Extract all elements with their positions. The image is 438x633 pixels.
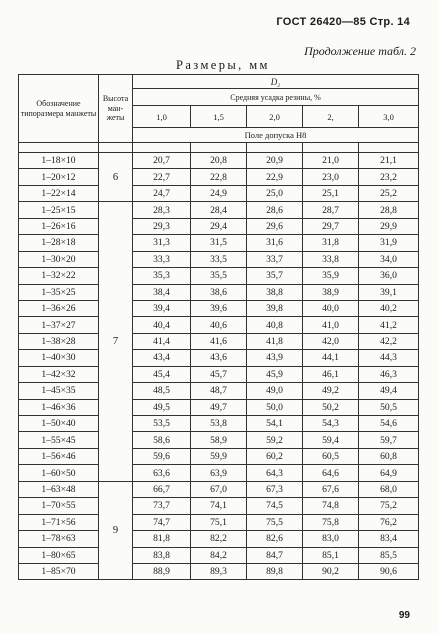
value-cell: 28,6 xyxy=(247,202,303,218)
value-cell: 45,7 xyxy=(191,366,247,382)
value-cell: 60,5 xyxy=(303,448,359,464)
designation-cell: 1–45×35 xyxy=(19,383,99,399)
value-cell: 35,3 xyxy=(133,268,191,284)
value-cell: 54,1 xyxy=(247,416,303,432)
value-cell: 28,8 xyxy=(359,202,419,218)
value-cell: 74,8 xyxy=(303,498,359,514)
value-cell: 33,3 xyxy=(133,251,191,267)
value-cell: 59,2 xyxy=(247,432,303,448)
value-cell: 35,7 xyxy=(247,268,303,284)
value-cell: 29,3 xyxy=(133,218,191,234)
value-cell: 64,3 xyxy=(247,465,303,481)
value-cell: 39,4 xyxy=(133,300,191,316)
designation-cell: 1–38×28 xyxy=(19,333,99,349)
value-cell: 46,3 xyxy=(359,366,419,382)
table-row xyxy=(19,153,419,169)
table-body xyxy=(19,143,419,580)
value-cell: 43,6 xyxy=(191,350,247,366)
value-cell: 75,5 xyxy=(247,514,303,530)
value-cell: 22,8 xyxy=(191,169,247,185)
designation-cell: 1–42×32 xyxy=(19,366,99,382)
table-row xyxy=(19,448,419,464)
value-cell: 67,3 xyxy=(247,481,303,497)
value-cell: 41,6 xyxy=(191,333,247,349)
value-cell: 59,4 xyxy=(303,432,359,448)
value-cell: 64,6 xyxy=(303,465,359,481)
value-cell: 49,0 xyxy=(247,383,303,399)
value-cell: 38,8 xyxy=(247,284,303,300)
table-row xyxy=(19,185,419,201)
header-gap-row xyxy=(19,143,419,153)
value-cell: 75,8 xyxy=(303,514,359,530)
table-row xyxy=(19,284,419,300)
table-row xyxy=(19,383,419,399)
value-cell: 76,2 xyxy=(359,514,419,530)
designation-cell: 1–78×63 xyxy=(19,531,99,547)
designation-cell: 1–37×27 xyxy=(19,317,99,333)
value-cell: 29,9 xyxy=(359,218,419,234)
value-cell: 75,1 xyxy=(191,514,247,530)
designation-cell: 1–20×12 xyxy=(19,169,99,185)
value-cell: 53,8 xyxy=(191,416,247,432)
value-cell: 41,8 xyxy=(247,333,303,349)
value-cell: 67,0 xyxy=(191,481,247,497)
shrinkage-value: 1,5 xyxy=(191,106,247,128)
table-row xyxy=(19,531,419,547)
value-cell: 49,2 xyxy=(303,383,359,399)
value-cell: 81,8 xyxy=(133,531,191,547)
value-cell: 38,4 xyxy=(133,284,191,300)
value-cell: 60,8 xyxy=(359,448,419,464)
shrinkage-header: Средняя усадка резины, % xyxy=(133,89,419,106)
table-row xyxy=(19,498,419,514)
table-row xyxy=(19,416,419,432)
value-cell: 46,1 xyxy=(303,366,359,382)
value-cell: 63,9 xyxy=(191,465,247,481)
shrinkage-value: 3,0 xyxy=(359,106,419,128)
value-cell: 48,7 xyxy=(191,383,247,399)
designation-cell: 1–46×36 xyxy=(19,399,99,415)
value-cell: 38,6 xyxy=(191,284,247,300)
value-cell: 25,2 xyxy=(359,185,419,201)
value-cell: 29,6 xyxy=(247,218,303,234)
value-cell: 44,1 xyxy=(303,350,359,366)
table-row xyxy=(19,300,419,316)
value-cell: 28,4 xyxy=(191,202,247,218)
value-cell: 90,6 xyxy=(359,563,419,579)
value-cell: 74,7 xyxy=(133,514,191,530)
value-cell: 90,2 xyxy=(303,563,359,579)
value-cell: 74,5 xyxy=(247,498,303,514)
table-row xyxy=(19,202,419,218)
value-cell: 73,7 xyxy=(133,498,191,514)
value-cell: 31,8 xyxy=(303,235,359,251)
value-cell: 41,0 xyxy=(303,317,359,333)
value-cell: 22,9 xyxy=(247,169,303,185)
designation-cell: 1–35×25 xyxy=(19,284,99,300)
value-cell: 66,7 xyxy=(133,481,191,497)
designation-cell: 1–36×26 xyxy=(19,300,99,316)
value-cell: 40,4 xyxy=(133,317,191,333)
d2-header: D₂ xyxy=(133,75,419,89)
value-cell: 23,2 xyxy=(359,169,419,185)
value-cell: 21,0 xyxy=(303,153,359,169)
value-cell: 68,0 xyxy=(359,481,419,497)
table-row xyxy=(19,563,419,579)
standard-header: ГОСТ 26420—85 Стр. 14 xyxy=(276,16,410,28)
height-cell: 9 xyxy=(99,481,133,580)
value-cell: 24,7 xyxy=(133,185,191,201)
value-cell: 85,5 xyxy=(359,547,419,563)
value-cell: 74,1 xyxy=(191,498,247,514)
designation-cell: 1–80×65 xyxy=(19,547,99,563)
value-cell: 89,3 xyxy=(191,563,247,579)
designation-cell: 1–70×55 xyxy=(19,498,99,514)
value-cell: 20,8 xyxy=(191,153,247,169)
value-cell: 43,4 xyxy=(133,350,191,366)
value-cell: 48,5 xyxy=(133,383,191,399)
table-row xyxy=(19,251,419,267)
value-cell: 39,1 xyxy=(359,284,419,300)
value-cell: 31,6 xyxy=(247,235,303,251)
value-cell: 24,9 xyxy=(191,185,247,201)
table-row xyxy=(19,268,419,284)
table-row xyxy=(19,333,419,349)
value-cell: 31,9 xyxy=(359,235,419,251)
table-row xyxy=(19,514,419,530)
value-cell: 22,7 xyxy=(133,169,191,185)
value-cell: 34,0 xyxy=(359,251,419,267)
designation-cell: 1–18×10 xyxy=(19,153,99,169)
value-cell: 31,5 xyxy=(191,235,247,251)
value-cell: 58,6 xyxy=(133,432,191,448)
value-cell: 39,8 xyxy=(247,300,303,316)
value-cell: 36,0 xyxy=(359,268,419,284)
value-cell: 54,3 xyxy=(303,416,359,432)
designation-cell: 1–22×14 xyxy=(19,185,99,201)
value-cell: 83,8 xyxy=(133,547,191,563)
value-cell: 84,2 xyxy=(191,547,247,563)
shrinkage-value: 2,0 xyxy=(247,106,303,128)
value-cell: 60,2 xyxy=(247,448,303,464)
value-cell: 59,6 xyxy=(133,448,191,464)
value-cell: 83,0 xyxy=(303,531,359,547)
value-cell: 85,1 xyxy=(303,547,359,563)
designation-column-header: Обозначение типоразмера манжеты xyxy=(19,75,99,143)
value-cell: 89,8 xyxy=(247,563,303,579)
table-row xyxy=(19,317,419,333)
value-cell: 49,4 xyxy=(359,383,419,399)
value-cell: 28,3 xyxy=(133,202,191,218)
table-row xyxy=(19,432,419,448)
value-cell: 50,5 xyxy=(359,399,419,415)
value-cell: 33,8 xyxy=(303,251,359,267)
designation-cell: 1–63×48 xyxy=(19,481,99,497)
value-cell: 39,6 xyxy=(191,300,247,316)
value-cell: 33,7 xyxy=(247,251,303,267)
value-cell: 54,6 xyxy=(359,416,419,432)
table-row xyxy=(19,465,419,481)
height-column-header: Высота ман- жеты xyxy=(99,75,133,143)
value-cell: 29,7 xyxy=(303,218,359,234)
table-row xyxy=(19,366,419,382)
value-cell: 40,0 xyxy=(303,300,359,316)
value-cell: 41,4 xyxy=(133,333,191,349)
value-cell: 63,6 xyxy=(133,465,191,481)
designation-cell: 1–71×56 xyxy=(19,514,99,530)
value-cell: 38,9 xyxy=(303,284,359,300)
value-cell: 40,8 xyxy=(247,317,303,333)
value-cell: 25,1 xyxy=(303,185,359,201)
value-cell: 88,9 xyxy=(133,563,191,579)
value-cell: 53,5 xyxy=(133,416,191,432)
dimensions-table xyxy=(18,74,419,580)
value-cell: 41,2 xyxy=(359,317,419,333)
value-cell: 49,7 xyxy=(191,399,247,415)
value-cell: 42,2 xyxy=(359,333,419,349)
tolerance-header: Поле допуска Н8 xyxy=(133,128,419,143)
shrinkage-value: 2, xyxy=(303,106,359,128)
value-cell: 75,2 xyxy=(359,498,419,514)
value-cell: 44,3 xyxy=(359,350,419,366)
table-row xyxy=(19,350,419,366)
table-row xyxy=(19,169,419,185)
designation-cell: 1–30×20 xyxy=(19,251,99,267)
designation-cell: 1–26×16 xyxy=(19,218,99,234)
value-cell: 21,1 xyxy=(359,153,419,169)
value-cell: 42,0 xyxy=(303,333,359,349)
designation-cell: 1–56×46 xyxy=(19,448,99,464)
value-cell: 82,6 xyxy=(247,531,303,547)
value-cell: 50,0 xyxy=(247,399,303,415)
designation-cell: 1–32×22 xyxy=(19,268,99,284)
designation-cell: 1–60×50 xyxy=(19,465,99,481)
value-cell: 43,9 xyxy=(247,350,303,366)
value-cell: 45,4 xyxy=(133,366,191,382)
value-cell: 25,0 xyxy=(247,185,303,201)
value-cell: 31,3 xyxy=(133,235,191,251)
value-cell: 29,4 xyxy=(191,218,247,234)
value-cell: 58,9 xyxy=(191,432,247,448)
designation-cell: 1–55×45 xyxy=(19,432,99,448)
value-cell: 40,2 xyxy=(359,300,419,316)
value-cell: 28,7 xyxy=(303,202,359,218)
value-cell: 23,0 xyxy=(303,169,359,185)
shrinkage-value: 1,0 xyxy=(133,106,191,128)
value-cell: 35,5 xyxy=(191,268,247,284)
value-cell: 20,7 xyxy=(133,153,191,169)
table-row xyxy=(19,547,419,563)
value-cell: 50,2 xyxy=(303,399,359,415)
designation-cell: 1–40×30 xyxy=(19,350,99,366)
page-number: 99 xyxy=(398,610,410,621)
designation-cell: 1–25×15 xyxy=(19,202,99,218)
units-caption: Размеры, мм xyxy=(176,58,270,72)
table-row xyxy=(19,399,419,415)
value-cell: 35,9 xyxy=(303,268,359,284)
height-cell: 7 xyxy=(99,202,133,481)
value-cell: 82,2 xyxy=(191,531,247,547)
value-cell: 83,4 xyxy=(359,531,419,547)
value-cell: 59,9 xyxy=(191,448,247,464)
value-cell: 49,5 xyxy=(133,399,191,415)
table-continuation-caption: Продолжение табл. 2 xyxy=(304,44,416,58)
value-cell: 64,9 xyxy=(359,465,419,481)
value-cell: 33,5 xyxy=(191,251,247,267)
table-row xyxy=(19,481,419,497)
value-cell: 40,6 xyxy=(191,317,247,333)
designation-cell: 1–28×18 xyxy=(19,235,99,251)
designation-cell: 1–85×70 xyxy=(19,563,99,579)
designation-cell: 1–50×40 xyxy=(19,416,99,432)
value-cell: 84,7 xyxy=(247,547,303,563)
table-row xyxy=(19,235,419,251)
value-cell: 20,9 xyxy=(247,153,303,169)
table-row xyxy=(19,218,419,234)
value-cell: 45,9 xyxy=(247,366,303,382)
height-cell: 6 xyxy=(99,153,133,202)
value-cell: 59,7 xyxy=(359,432,419,448)
value-cell: 67,6 xyxy=(303,481,359,497)
